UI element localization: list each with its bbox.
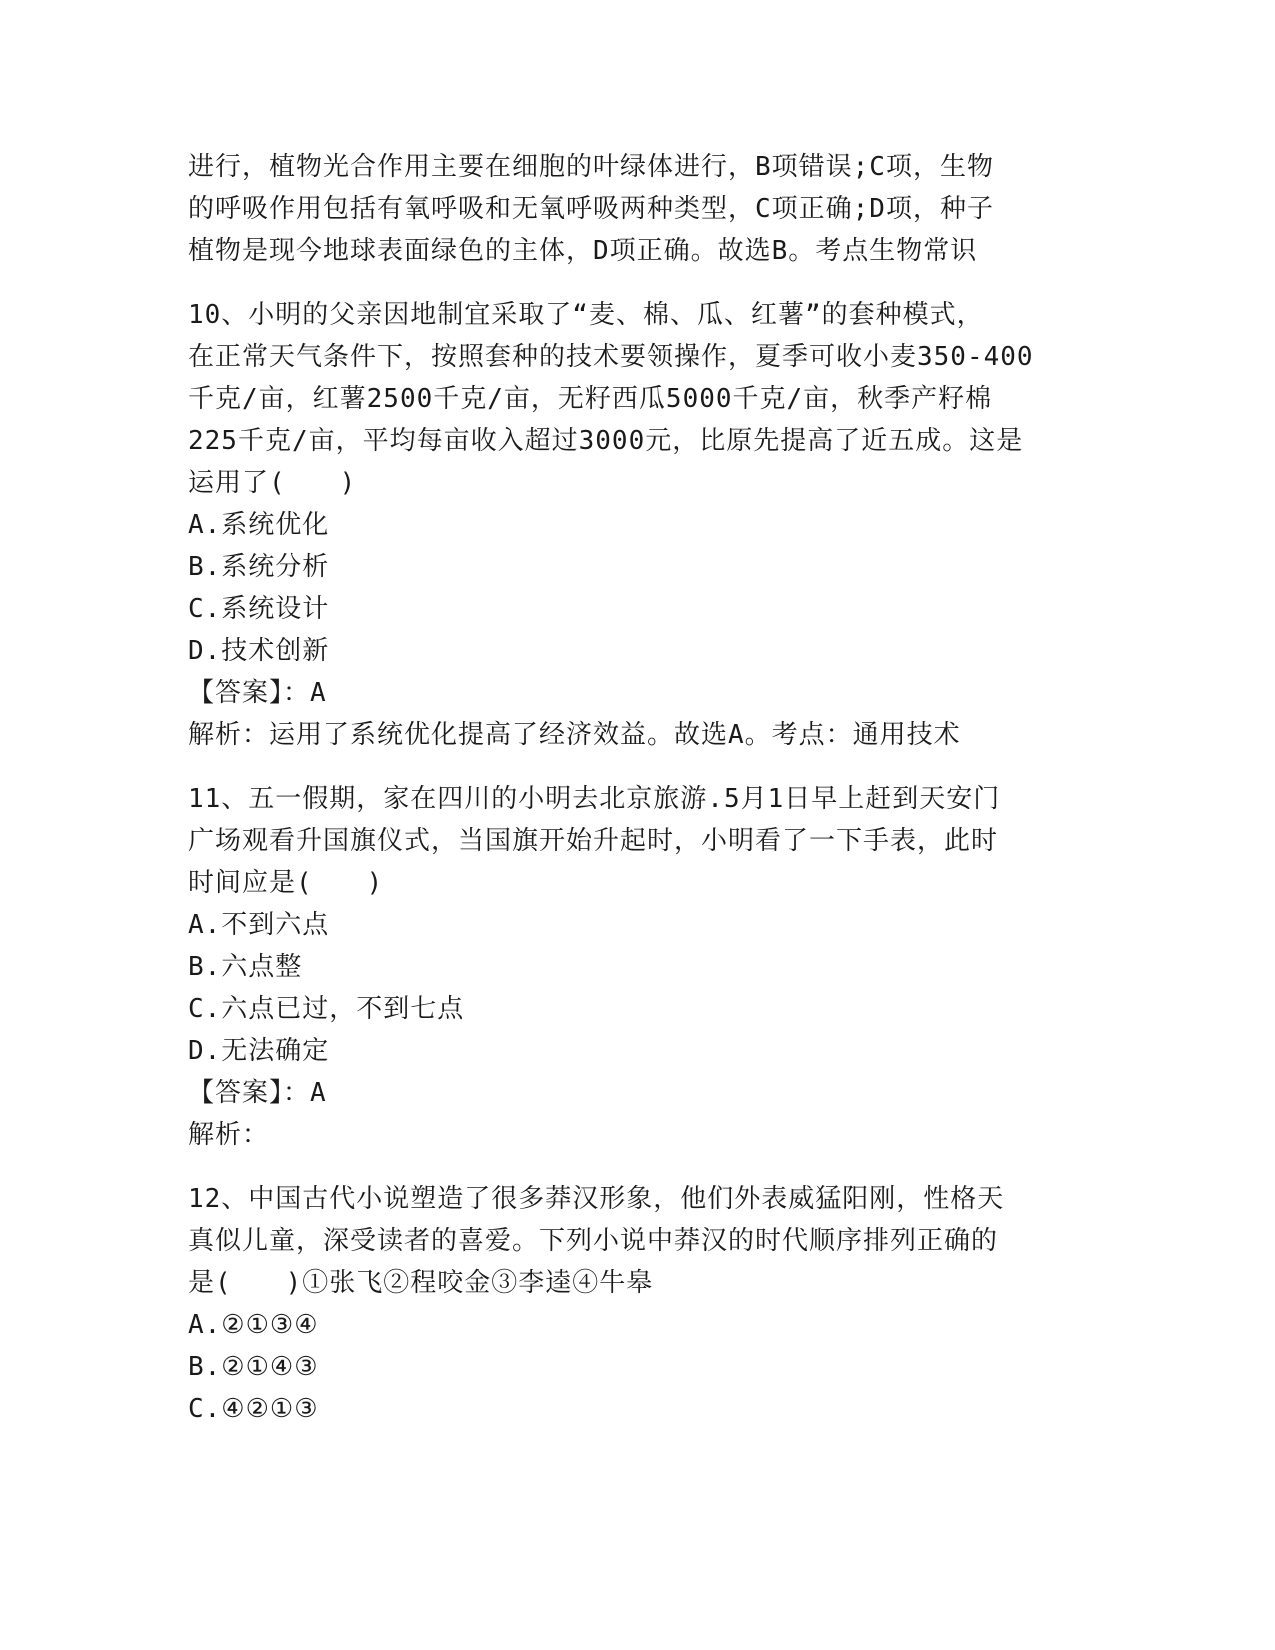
option-b: B.系统分析	[188, 552, 330, 582]
question-stem-line: 10、小明的父亲因地制宜采取了“麦、棉、瓜、红薯”的套种模式，	[188, 300, 984, 330]
question-stem-line: 真似儿童，深受读者的喜爱。下列小说中莽汉的时代顺序排列正确的	[188, 1226, 999, 1256]
option-d: D.无法确定	[188, 1036, 330, 1066]
text-line: 植物是现今地球表面绿色的主体，D项正确。故选B。考点生物常识	[188, 236, 978, 266]
document-content	[188, 146, 1088, 1430]
question-stem-line: 广场观看升国旗仪式，当国旗开始升起时，小明看了一下手表，此时	[188, 826, 999, 856]
text-line: 进行，植物光合作用主要在细胞的叶绿体进行，B项错误;C项，生物	[188, 152, 994, 182]
q9-explanation-continued	[188, 146, 1088, 272]
question-stem-line: 运用了( )	[188, 468, 357, 498]
answer-line: 【答案】：A	[188, 678, 327, 708]
question-12	[188, 1178, 1088, 1430]
spacer	[188, 272, 1088, 294]
option-c: C.④②①③	[188, 1394, 319, 1424]
question-stem-line: 11、五一假期，家在四川的小明去北京旅游.5月1日早上赶到天安门	[188, 784, 1001, 814]
spacer	[188, 756, 1088, 778]
spacer	[188, 1156, 1088, 1178]
analysis-line: 解析：	[188, 1120, 270, 1150]
question-stem-line: 在正常天气条件下，按照套种的技术要领操作，夏季可收小麦350-400	[188, 342, 1034, 372]
question-stem-line: 是( )①张飞②程咬金③李逵④牛皋	[188, 1268, 654, 1298]
question-stem-line: 225千克/亩，平均每亩收入超过3000元，比原先提高了近五成。这是	[188, 426, 1024, 456]
option-a: A.②①③④	[188, 1310, 319, 1340]
option-b: B.②①④③	[188, 1352, 319, 1382]
option-c: C.六点已过，不到七点	[188, 994, 465, 1024]
question-stem-line: 12、中国古代小说塑造了很多莽汉形象，他们外表威猛阳刚，性格天	[188, 1184, 1005, 1214]
answer-line: 【答案】：A	[188, 1078, 327, 1108]
analysis-line: 解析：运用了系统优化提高了经济效益。故选A。考点：通用技术	[188, 720, 961, 750]
option-a: A.不到六点	[188, 910, 330, 940]
option-a: A.系统优化	[188, 510, 330, 540]
question-10	[188, 294, 1088, 756]
option-b: B.六点整	[188, 952, 303, 982]
option-d: D.技术创新	[188, 636, 330, 666]
text-line: 的呼吸作用包括有氧呼吸和无氧呼吸两种类型，C项正确;D项，种子	[188, 194, 994, 224]
question-stem-line: 千克/亩，红薯2500千克/亩，无籽西瓜5000千克/亩，秋季产籽棉	[188, 384, 993, 414]
question-stem-line: 时间应是( )	[188, 868, 384, 898]
question-11	[188, 778, 1088, 1156]
option-c: C.系统设计	[188, 594, 330, 624]
